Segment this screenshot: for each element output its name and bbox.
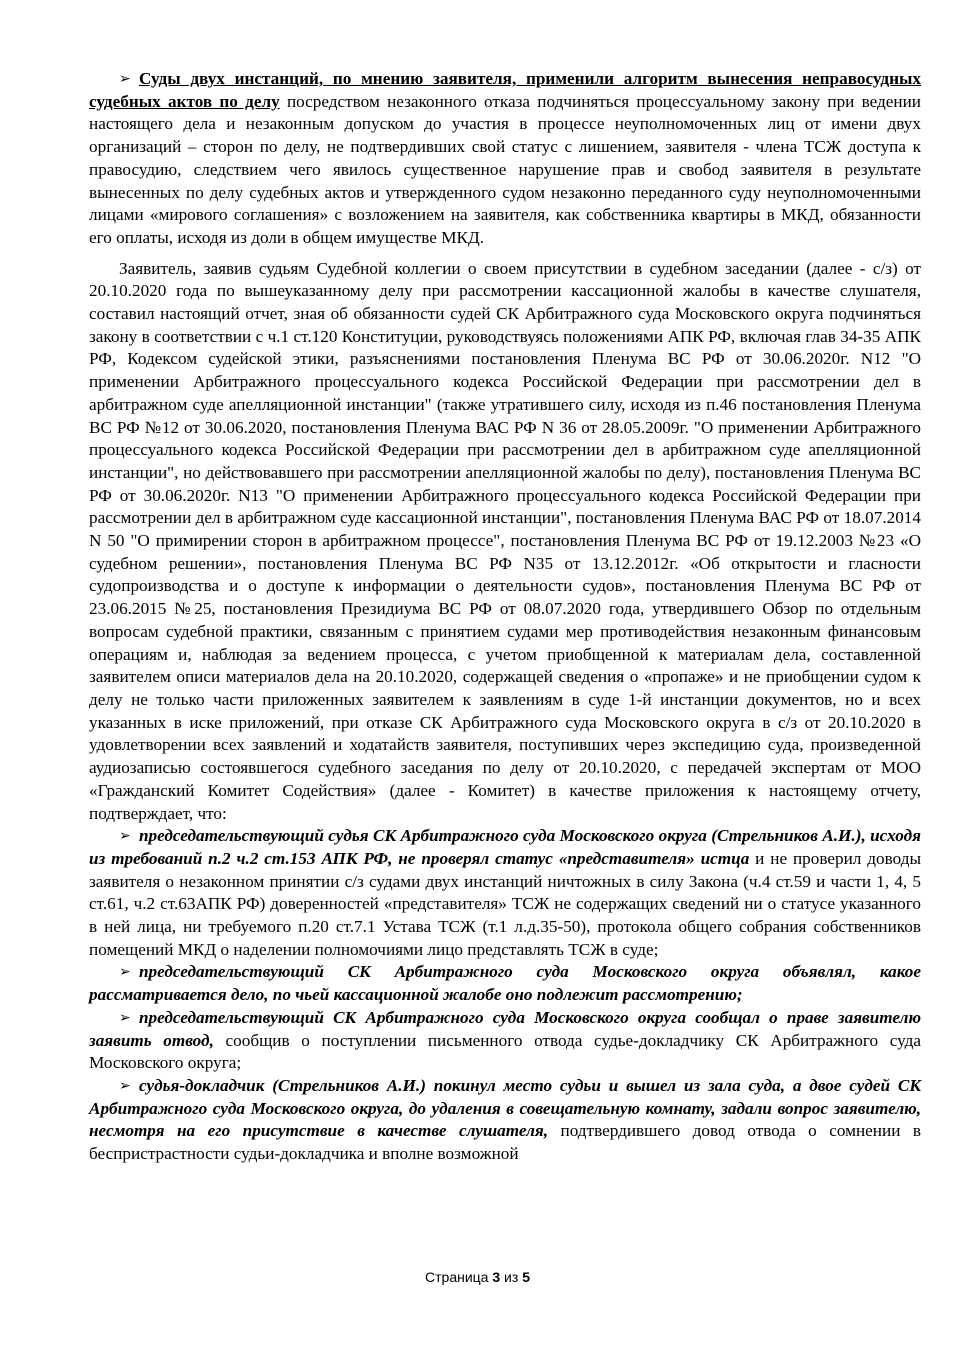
page-total: 5	[522, 1269, 530, 1285]
bullet-bold-text: председательствующий судья СК Арбитражного суда Московского округа (Стрельников А.И.), исходя из требований п.2 ч.2 ст.153 АПК РФ, не проверял статус «представителя» истца	[89, 826, 921, 868]
paragraph-courts-algorithm	[89, 68, 921, 250]
arrow-bullet-icon: ➢	[119, 964, 131, 981]
bullet-text: подтвердившего довод отвода о сомнении в беспристрастности судьи-докладчика и вполне возможной	[89, 1121, 921, 1164]
page-of-label: из	[504, 1269, 519, 1285]
arrow-bullet-icon: ➢	[119, 1077, 131, 1094]
bullet-item-case-announced	[89, 961, 921, 1006]
bullet-item-presiding-judge-status	[89, 825, 921, 961]
arrow-bullet-icon: ➢	[119, 1009, 131, 1026]
bullet-item-right-to-recusal	[89, 1007, 921, 1075]
page-footer	[0, 1268, 955, 1286]
page-label: Страница	[425, 1269, 489, 1285]
bullet-item-judge-left-room	[89, 1075, 921, 1166]
document-body	[89, 68, 921, 1166]
arrow-bullet-icon: ➢	[119, 71, 131, 87]
paragraph-applicant-report: Заявитель, заявив судьям Судебной коллегии о своем присутствии в судебном заседании (далее - с/з) от 20.10.2020 года по вышеуказанному делу при рассмотрении кассационной жалобы в качестве слушателя, составил настоящий отчет, зная об обязанности судей СК Арбитражного суда Московского округа подчиняться закону в соответствии с ч.1 ст.120 Конституции, руководствуясь положениями АПК РФ, включая глав 34-35 АПК РФ, Кодексом судейской этики, разъяснениями постановления Пленума ВС РФ от 30.06.2020г. N12 "О применении Арбитражного процессуального кодекса Российской Федерации при рассмотрении дел в арбитражном суде апелляционной инстанции" (также утратившего силу, исходя из п.46 постановления Пленума ВС РФ №12 от 30.06.2020, постановления Пленума ВАС РФ N 36 от 28.05.2009г. "О применении Арбитражного процессуального кодекса Российской Федерации при рассмотрении дел в арбитражном суде апелляционной инстанции", но действовавшего при рассмотрении апелляционной жалобы по делу), постановления Пленума ВС РФ от 30.06.2020г. N13 "О применении Арбитражного процессуального кодекса Российской Федерации при рассмотрении дел в арбитражном суде кассационной инстанции", постановления Пленума ВАС РФ от 18.07.2014 N 50 "О примирении сторон в арбитражном процессе", постановления Пленума ВС РФ от 19.12.2003 №23 «О судебном решении», постановления Пленума ВС РФ N35 от 13.12.2012г. «Об открытости и гласности судопроизводства и о доступе к информации о деятельности судов», постановления Пленума ВС РФ от 23.06.2015 №25, постановления Президиума ВС РФ от 08.07.2020 года, утвердившего Обзор по отдельным вопросам судебной практики, связанным с принятием судами мер противодействия незаконным финансовым операциям и, наблюдая за ведением процесса, с учетом приобщенной к материалам дела, составленной заявителем описи материалов дела на 20.10.2020, содержащей сведения о «пропаже» и не приобщении судом к делу не только части приложенных заявителем к заявлениям в суде 1-й инстанции документов, но и всех указанных в иске приложений, при отказе СК Арбитражного суда Московского округа в с/з от 20.10.2020 в удовлетворении всех заявлений и ходатайств заявителя, поступивших через экспедицию суда, произведенной аудиозаписью состоявшегося судебного заседания по делу от 20.10.2020, с передачей экспертам от МОО «Гражданский Комитет Содействия» (далее - Комитет) в качестве приложения к настоящему отчету, подтверждает, что:	[89, 258, 921, 823]
paragraph-text: посредством незаконного отказа подчиняться процессуальному закону при ведении настоящего дела и незаконным допуском до участия в процессе неуполномоченных лиц от имени двух организаций – сторон по делу, не подтвердивших свой статус с лишением, заявителя - члена ТСЖ доступа к правосудию, следствием чего явилось существенное нарушение прав и свобод заявителя в результате вынесенных по делу судебных актов и утвержденного судом незаконно переданного суду неуполномоченными лицами «мирового соглашения» с возложением на заявителя, как собственника квартиры в МКД, обязанности его оплаты, исходя из доли в общем имуществе МКД.	[89, 91, 921, 247]
bullet-text: и не проверил доводы заявителя о незаконном принятии с/з судами двух инстанций ничтожных в силу Закона (ч.4 ст.59 и части 1, 4, 5 ст.61, ч.2 ст.63АПК РФ) доверенностей «представителя» ТСЖ не содержащих сведений ни о статусе указанного в ней лица, ни требуемого п.20 ст.7.1 Устава ТСЖ (т.1 л.д.35-50), протокола общего собрания собственников помещений МКД о наделении полномочиями лицо представлять ТСЖ в суде;	[89, 848, 922, 959]
bullet-text: сообщив о поступлении письменного отвода судье-докладчику СК Арбитражного суда Московского округа;	[89, 1030, 921, 1073]
bullet-bold-text: судья-докладчик (Стрельников А.И.) покинул место судьи и вышел из зала суда, а двое судей СК Арбитражного суда Московского округа, до удаления в совещательную комнату, задали вопрос заявителю, несмотря на его присутствие в качестве слушателя,	[89, 1075, 921, 1141]
underlined-lead: Суды двух инстанций, по мнению заявителя, применили алгоритм вынесения неправосудных судебных актов по делу	[89, 69, 921, 111]
page-number: 3	[492, 1269, 501, 1285]
bullet-bold-text: председательствующий СК Арбитражного суда Московского округа объявлял, какое рассматривается дело, по чьей кассационной жалобе оно подлежит рассмотрению;	[89, 962, 921, 1005]
bullet-bold-text: председательствующий СК Арбитражного суда Московского округа сообщал о праве заявителю заявить отвод,	[89, 1007, 921, 1050]
arrow-bullet-icon: ➢	[119, 828, 131, 845]
